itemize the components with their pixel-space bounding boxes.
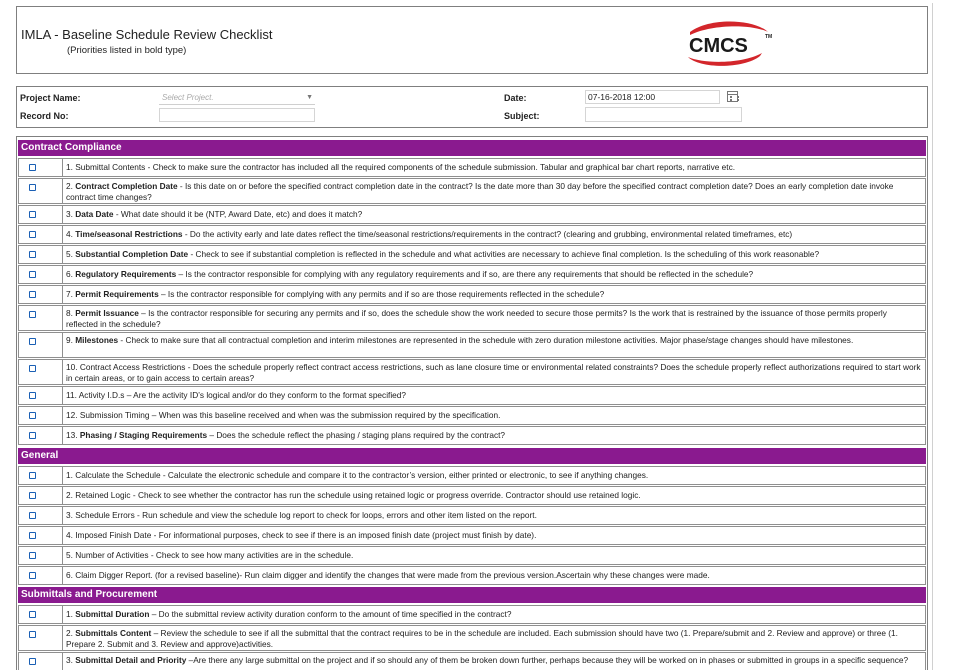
- checkbox[interactable]: [29, 472, 36, 479]
- item-prefix: 1.: [66, 609, 76, 619]
- checklist-row: [18, 406, 926, 425]
- checklist-row: [18, 605, 926, 624]
- logo-tm: TM: [765, 34, 773, 40]
- checkbox[interactable]: [29, 164, 36, 171]
- item-text: 2. Retained Logic - Check to see whether the contractor has run the schedule using retained logic or progress override. Contractor should use retained logic.: [66, 490, 641, 500]
- date-label: Date:: [504, 93, 527, 103]
- item-text: –Are there any large submittal on the project and if so should any of them be broken down further, perhaps because they will be worked on in phases or submitted in groups in a specific sequence?: [186, 655, 909, 665]
- cmcs-logo: [672, 19, 782, 69]
- checklist-row: [18, 466, 926, 485]
- item-text: - Check to make sure that all contractual completion and interim milestones are represented in the schedule with zero duration milestone activities. Major phase/stage changes should have milestones.: [118, 335, 854, 345]
- item-priority: Phasing / Staging Requirements: [79, 430, 208, 440]
- logo-text: CMCS: [689, 35, 748, 57]
- item-text: 1. Calculate the Schedule - Calculate the electronic schedule and compare it to the contractor’s version, either printed or electronic, to see if anything changes.: [66, 470, 649, 480]
- chevron-down-icon: ▼: [306, 94, 313, 101]
- checkbox[interactable]: [29, 231, 36, 238]
- item-priority: Time/seasonal Restrictions: [75, 229, 183, 239]
- checkbox[interactable]: [29, 492, 36, 499]
- checkbox[interactable]: [29, 552, 36, 559]
- item-priority: Regulatory Requirements: [75, 269, 177, 279]
- item-priority: Permit Requirements: [75, 289, 159, 299]
- item-prefix: 3.: [66, 655, 76, 665]
- date-input[interactable]: 07-16-2018 12:00: [585, 90, 720, 104]
- item-prefix: 13.: [66, 430, 80, 440]
- item-priority: Data Date: [75, 209, 114, 219]
- record-no-label: Record No:: [20, 111, 69, 121]
- checkbox[interactable]: [29, 365, 36, 372]
- checkbox[interactable]: [29, 271, 36, 278]
- checkbox[interactable]: [29, 311, 36, 318]
- item-priority: Submittal Detail and Priority: [75, 655, 187, 665]
- checklist-row: [18, 158, 926, 177]
- item-priority: Substantial Completion Date: [75, 249, 189, 259]
- section-general: General: [18, 448, 926, 464]
- checkbox[interactable]: [29, 631, 36, 638]
- item-priority: Submittal Duration: [75, 609, 150, 619]
- checklist-row: [18, 225, 926, 244]
- item-text: – Does the schedule reflect the phasing / staging plans required by the contract?: [207, 430, 506, 440]
- item-prefix: 2.: [66, 181, 76, 191]
- checklist-row: [18, 625, 926, 651]
- checkbox[interactable]: [29, 412, 36, 419]
- checkbox[interactable]: [29, 251, 36, 258]
- item-prefix: 2.: [66, 628, 76, 638]
- checkbox[interactable]: [29, 338, 36, 345]
- page-subtitle: (Priorities listed in bold type): [67, 45, 187, 56]
- item-prefix: 9.: [66, 335, 76, 345]
- checkbox[interactable]: [29, 184, 36, 191]
- checklist-row: [18, 506, 926, 525]
- item-prefix: 6.: [66, 269, 76, 279]
- checkbox[interactable]: [29, 658, 36, 665]
- calendar-icon[interactable]: [727, 91, 738, 102]
- item-text: 4. Imposed Finish Date - For informational purposes, check to see if there is an imposed finish date (project must finish by date).: [66, 530, 537, 540]
- item-prefix: 5.: [66, 249, 76, 259]
- project-name-label: Project Name:: [20, 93, 81, 103]
- checkbox[interactable]: [29, 392, 36, 399]
- checklist-row: [18, 566, 926, 585]
- item-text: - Do the activity early and late dates reflect the time/seasonal restrictions/requirements in the contract? (clearing and grubbing, environmental related timeframes, etc): [182, 229, 793, 239]
- project-select-placeholder: Select Project.: [162, 93, 214, 102]
- item-priority: Milestones: [75, 335, 119, 345]
- checkbox[interactable]: [29, 512, 36, 519]
- item-prefix: 4.: [66, 229, 76, 239]
- page-title: IMLA - Baseline Schedule Review Checklist: [21, 27, 273, 42]
- checklist: [16, 136, 928, 670]
- checkbox[interactable]: [29, 611, 36, 618]
- item-priority: Permit Issuance: [75, 308, 139, 318]
- section-contract-compliance: Contract Compliance: [18, 140, 926, 156]
- checklist-row: [18, 245, 926, 264]
- checklist-row: [18, 426, 926, 445]
- header-panel: [16, 6, 928, 74]
- project-select[interactable]: [159, 92, 315, 105]
- checklist-row: [18, 546, 926, 565]
- item-text: - What date should it be (NTP, Award Date, etc) and does it match?: [113, 209, 363, 219]
- checklist-row: [18, 265, 926, 284]
- subject-label: Subject:: [504, 111, 540, 121]
- checklist-row: [18, 359, 926, 385]
- item-prefix: 7.: [66, 289, 76, 299]
- item-text: – Is the contractor responsible for complying with any permits and if so are those requirements reflected in the schedule?: [158, 289, 605, 299]
- item-text: – Is the contractor responsible for securing any permits and if so, does the schedule show the work needed to secure those permits? Is the work that is restrained by the issuance of those permits properly reflected in the schedule?: [66, 308, 887, 329]
- item-text: 10. Contract Access Restrictions - Does the schedule properly reflect contract access restrictions, such as lane closure time or environmental related constraints? Does the schedule properly reflect authorizations required to start work in certain areas, or to gain access to certain areas?: [66, 362, 921, 383]
- checklist-row: [18, 178, 926, 204]
- checklist-row: [18, 526, 926, 545]
- item-text: – Review the schedule to see if all the submittal that the contract requires to be in the schedule are included. Each submission should have two (1. Prepare/submit and 2. Review and approve) or three (1. Prepare 2. Submit and 3. Review and approve)activities.: [66, 628, 898, 649]
- checkbox[interactable]: [29, 432, 36, 439]
- item-text: 1. Submittal Contents - Check to make sure the contractor has included all the required components of the schedule submission. Tabular and graphical bar chart reports, narrative etc.: [66, 162, 736, 172]
- checkbox[interactable]: [29, 211, 36, 218]
- checklist-row: [18, 486, 926, 505]
- item-text: - Check to see if substantial completion is reflected in the schedule and what activities are necessary to achieve final completion. Is the scheduling of this work reasonable?: [188, 249, 820, 259]
- subject-input[interactable]: [585, 107, 742, 122]
- checklist-row: [18, 285, 926, 304]
- record-no-input[interactable]: [159, 108, 315, 122]
- checklist-row: [18, 332, 926, 358]
- checklist-row: [18, 305, 926, 331]
- section-submittals-procurement: Submittals and Procurement: [18, 587, 926, 603]
- item-text: 12. Submission Timing – When was this baseline received and when was the submission required by the specification.: [66, 410, 501, 420]
- checklist-row: [18, 386, 926, 405]
- page-scrollbar[interactable]: [932, 3, 933, 670]
- item-text: – Is the contractor responsible for complying with any regulatory requirements and if so, are there any requirements that should be reflected in the schedule?: [176, 269, 754, 279]
- checkbox[interactable]: [29, 532, 36, 539]
- item-text: 11. Activity I.D.s – Are the activity ID’s logical and/or do they conform to the format specified?: [66, 390, 407, 400]
- item-text: 6. Claim Digger Report. (for a revised baseline)- Run claim digger and identify the changes that were made from the previous version.Ascertain why these changes were made.: [66, 570, 710, 580]
- item-prefix: 3.: [66, 209, 76, 219]
- item-text: – Do the submittal review activity duration conform to the amount of time specified in the contract?: [149, 609, 512, 619]
- checkbox[interactable]: [29, 572, 36, 579]
- item-prefix: 8.: [66, 308, 76, 318]
- checklist-row: [18, 652, 926, 670]
- item-text: 3. Schedule Errors - Run schedule and view the schedule log report to check for loops, errors and other item listed on the report.: [66, 510, 537, 520]
- checklist-row: [18, 205, 926, 224]
- record-form: [16, 86, 928, 128]
- checkbox[interactable]: [29, 291, 36, 298]
- item-priority: Contract Completion Date: [75, 181, 178, 191]
- item-text: 5. Number of Activities - Check to see how many activities are in the schedule.: [66, 550, 354, 560]
- item-text: - Is this date on or before the specified contract completion date in the contract? Is the date more than 30 day before the specified contract completion date? Does an early completion date invoke contract time changes?: [66, 181, 894, 202]
- item-priority: Submittals Content: [75, 628, 152, 638]
